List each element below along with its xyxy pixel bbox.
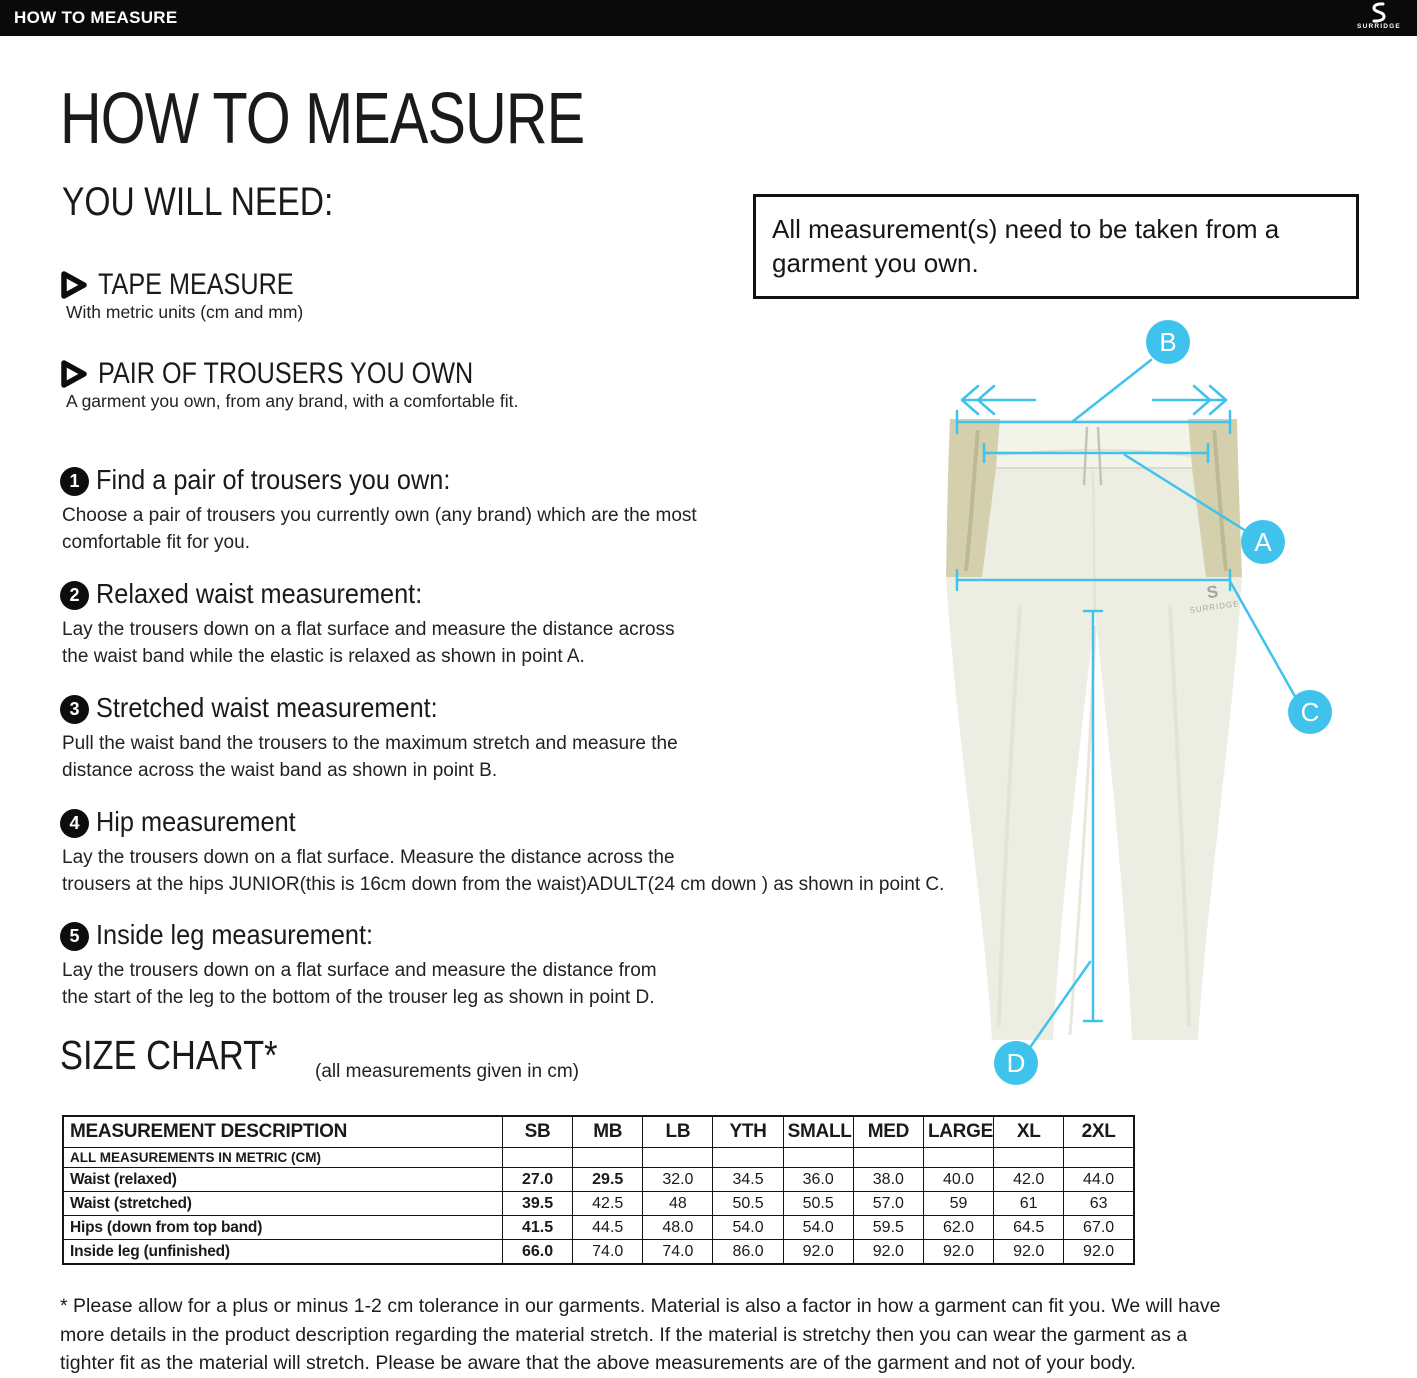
empty-cell	[643, 1148, 713, 1168]
measurement-value: 66.0	[503, 1240, 573, 1265]
step-body	[62, 957, 657, 1011]
footnote-line: more details in the product description regarding the material stretch. If the material is stretchy then you can wear the garment as a	[60, 1323, 1188, 1346]
measurement-value: 32.0	[643, 1168, 713, 1192]
measurement-value: 42.5	[573, 1192, 643, 1216]
step-body-line: Choose a pair of trousers you currently own (any brand) which are the most	[62, 505, 697, 526]
point-badge-b	[1146, 320, 1190, 364]
measurement-value: 38.0	[853, 1168, 923, 1192]
step-title: Relaxed waist measurement:	[96, 578, 423, 609]
step-body-line: Lay the trousers down on a flat surface and measure the distance across	[62, 619, 675, 640]
measurement-value: 92.0	[783, 1240, 853, 1265]
point-badge-a	[1241, 520, 1285, 564]
measurement-label: Inside leg (unfinished)	[63, 1240, 503, 1265]
step-body-line: the start of the leg to the bottom of the trouser leg as shown in point D.	[62, 987, 655, 1008]
trousers-diagram	[920, 305, 1380, 1095]
footnote-line: tighter fit as the material will stretch. Please be aware that the above measurements are of the garment and not of your body.	[60, 1352, 1136, 1374]
point-badge-d	[994, 1041, 1038, 1085]
size-table-head-row	[63, 1116, 1134, 1148]
empty-cell	[573, 1148, 643, 1168]
size-col-header: LB	[643, 1116, 713, 1148]
measurement-label: Hips (down from top band)	[63, 1216, 503, 1240]
size-col-header: MEASUREMENT DESCRIPTION	[63, 1116, 503, 1148]
measurement-value: 62.0	[923, 1216, 993, 1240]
measurement-value: 67.0	[1064, 1216, 1134, 1240]
step-title: Stretched waist measurement:	[96, 692, 438, 723]
need-item-detail: With metric units (cm and mm)	[66, 302, 304, 322]
step-body	[62, 502, 697, 556]
svg-text:SURRIDGE: SURRIDGE	[1189, 599, 1241, 615]
measurement-value: 39.5	[503, 1192, 573, 1216]
note-line: garment you own.	[772, 248, 979, 278]
measurement-value: 41.5	[503, 1216, 573, 1240]
size-col-header: YTH	[713, 1116, 783, 1148]
step-number-badge: 2	[60, 581, 89, 610]
svg-text:S: S	[1205, 581, 1220, 603]
measurement-value: 63	[1064, 1192, 1134, 1216]
measurement-value: 59	[923, 1192, 993, 1216]
point-badge-c	[1288, 690, 1332, 734]
svg-text:D: D	[1006, 1048, 1026, 1078]
stretch-arrow-right	[1153, 386, 1226, 414]
empty-cell	[994, 1148, 1064, 1168]
measurement-value: 74.0	[643, 1240, 713, 1265]
size-table-row	[63, 1168, 1134, 1192]
step-number-badge: 5	[60, 922, 89, 951]
svg-text:B: B	[1159, 327, 1177, 357]
measurement-value: 50.5	[713, 1192, 783, 1216]
measurement-value: 92.0	[1064, 1240, 1134, 1265]
size-chart-heading: SIZE CHART*	[60, 1032, 278, 1078]
triangle-bullet-icon	[60, 359, 88, 394]
step-body-line: the waist band while the elastic is relaxed as shown in point A.	[62, 646, 585, 667]
step-body-line: distance across the waist band as shown in point B.	[62, 760, 498, 781]
measurement-value: 44.0	[1064, 1168, 1134, 1192]
footnote-line: * Please allow for a plus or minus 1-2 cm tolerance in our garments. Material is also a factor in how a garment can fit you. We will have	[60, 1295, 1221, 1317]
measurement-value: 48.0	[643, 1216, 713, 1240]
measurement-value: 92.0	[853, 1240, 923, 1265]
size-table-row	[63, 1216, 1134, 1240]
step-body-line: Pull the waist band the trousers to the maximum stretch and measure the	[62, 733, 678, 754]
empty-cell	[503, 1148, 573, 1168]
size-table-row	[63, 1192, 1134, 1216]
size-col-header: SMALL	[783, 1116, 853, 1148]
measurement-value: 92.0	[994, 1240, 1064, 1265]
step-body	[62, 730, 678, 784]
tolerance-footnote	[60, 1292, 1220, 1378]
triangle-bullet-icon	[60, 270, 88, 305]
measurement-value: 44.5	[573, 1216, 643, 1240]
measurement-note	[753, 194, 1359, 299]
empty-cell	[713, 1148, 783, 1168]
you-will-need-heading: YOU WILL NEED:	[62, 180, 334, 224]
top-bar-title: HOW TO MEASURE	[14, 8, 178, 27]
step-body-line: trousers at the hips JUNIOR(this is 16cm down from the waist)ADULT(24 cm down ) as shown in point C.	[62, 874, 945, 895]
metric-note-cell: ALL MEASUREMENTS IN METRIC (CM)	[63, 1148, 503, 1168]
measurement-value: 50.5	[783, 1192, 853, 1216]
note-line: All measurement(s) need to be taken from a	[772, 214, 1280, 244]
measurement-value: 92.0	[923, 1240, 993, 1265]
trousers-graphic	[920, 305, 1380, 1095]
page-title: HOW TO MEASURE	[60, 79, 585, 159]
need-item-label: PAIR OF TROUSERS YOU OWN	[98, 357, 474, 390]
size-col-header: MB	[573, 1116, 643, 1148]
measure-line-b	[957, 360, 1230, 433]
surridge-s-icon	[1370, 2, 1388, 24]
top-bar	[0, 0, 1417, 36]
need-item-detail: A garment you own, from any brand, with a comfortable fit.	[66, 391, 519, 411]
measurement-value: 27.0	[503, 1168, 573, 1192]
size-col-header: SB	[503, 1116, 573, 1148]
measurement-value: 29.5	[573, 1168, 643, 1192]
step-title: Inside leg measurement:	[96, 919, 374, 950]
measurement-value: 64.5	[994, 1216, 1064, 1240]
stretch-arrow-left	[962, 386, 1035, 414]
measurement-value: 74.0	[573, 1240, 643, 1265]
measurement-value: 54.0	[783, 1216, 853, 1240]
need-item-label: TAPE MEASURE	[98, 268, 294, 301]
step-title: Find a pair of trousers you own:	[96, 464, 451, 495]
step-body-line: comfortable fit for you.	[62, 532, 250, 553]
measurement-value: 59.5	[853, 1216, 923, 1240]
empty-cell	[783, 1148, 853, 1168]
measurement-value: 86.0	[713, 1240, 783, 1265]
size-col-header: 2XL	[1064, 1116, 1134, 1148]
step-body-line: Lay the trousers down on a flat surface and measure the distance from	[62, 960, 657, 981]
svg-text:A: A	[1254, 527, 1272, 557]
size-table-body	[63, 1148, 1134, 1265]
empty-cell	[853, 1148, 923, 1168]
measurement-value: 48	[643, 1192, 713, 1216]
measurement-value: 61	[994, 1192, 1064, 1216]
measurement-value: 54.0	[713, 1216, 783, 1240]
step-body	[62, 844, 944, 898]
step-number-badge: 3	[60, 695, 89, 724]
svg-text:C: C	[1300, 697, 1320, 727]
measurement-value: 42.0	[994, 1168, 1064, 1192]
measurement-value: 34.5	[713, 1168, 783, 1192]
measurement-value: 40.0	[923, 1168, 993, 1192]
empty-cell	[1064, 1148, 1134, 1168]
step-title: Hip measurement	[96, 806, 296, 837]
step-body-line: Lay the trousers down on a flat surface. Measure the distance across the	[62, 847, 675, 868]
step-number-badge: 4	[60, 809, 89, 838]
empty-cell	[923, 1148, 993, 1168]
measurement-value: 57.0	[853, 1192, 923, 1216]
size-col-header: MED	[853, 1116, 923, 1148]
step-body	[62, 616, 675, 670]
size-col-header: XL	[994, 1116, 1064, 1148]
measurement-label: Waist (stretched)	[63, 1192, 503, 1216]
measurement-label: Waist (relaxed)	[63, 1168, 503, 1192]
step-number-badge: 1	[60, 467, 89, 496]
size-chart-table	[62, 1115, 1135, 1265]
size-col-header: LARGE	[923, 1116, 993, 1148]
size-chart-subheading: (all measurements given in cm)	[315, 1061, 579, 1082]
surridge-wordmark: SURRIDGE	[1357, 23, 1401, 30]
size-table-row	[63, 1240, 1134, 1265]
waistband	[996, 419, 1192, 468]
surridge-logo	[1353, 2, 1405, 30]
measurement-value: 36.0	[783, 1168, 853, 1192]
metric-note-row	[63, 1148, 1134, 1168]
